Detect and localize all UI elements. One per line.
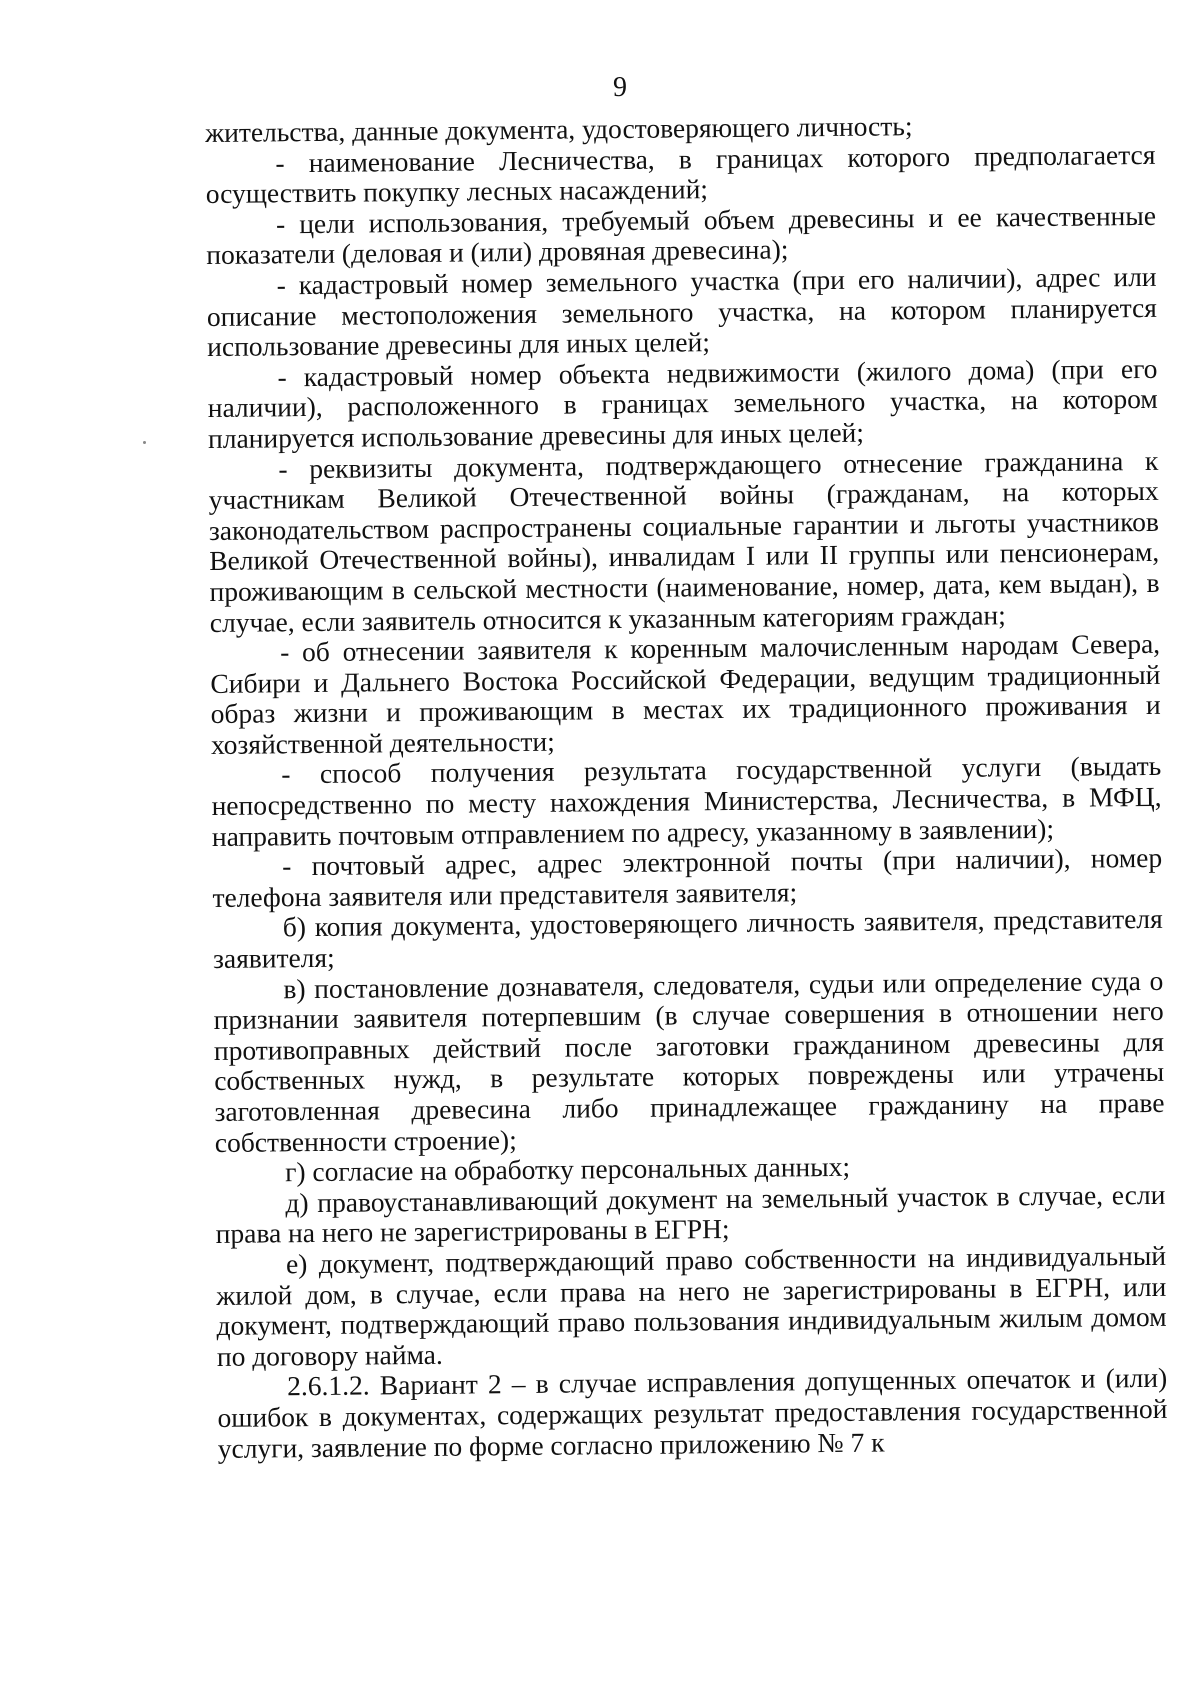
- paragraph-6: - реквизиты документа, подтверждающего отнесение гражданина к участникам Великой Отечественной войны (гражданам, на которых законодательством распространены социальные гарантии и льготы участников Великой Отечественной войны), инвалидам I или II группы или пенсионерам, проживающим в сельской местности (наименование, номер, дата, кем выдан), в случае, если заявитель относится к указанным категориям граждан;: [208, 444, 1160, 638]
- page-number: 9: [613, 72, 627, 103]
- paragraph-8: - способ получения результата государственной услуги (выдать непосредственно по месту нахождения Министерства, Лесничества, в МФЦ, направить почтовым отправлением по адресу, указанному в заявлении);: [211, 750, 1162, 852]
- paragraph-7: - об отнесении заявителя к коренным малочисленным народам Севера, Сибири и Дальнего Востока Российской Федерации, ведущим традиционный образ жизни и проживающим в местах их традиционного проживания и хозяйственной деятельности;: [210, 627, 1161, 760]
- document-body: [205, 109, 1168, 1464]
- paragraph-3: - цели использования, требуемый объем древесины и ее качественные показатели (деловая и (или) дровяная древесина);: [206, 199, 1157, 271]
- paragraph-1: жительства, данные документа, удостоверяющего личность;: [204, 110, 913, 148]
- paragraph-11: в) постановление дознавателя, следователя, судьи или определение суда о признании заявителя потерпевшим (в случае совершения в отношении него противоправных действий после заготовки гражданином древесины для собственных нужд, в результате которых повреждены или утрачены заготовленная древесина либо принадлежащее гражданину на праве собственности строение);: [213, 964, 1165, 1158]
- paragraph-5: - кадастровый номер объекта недвижимости (жилого дома) (при его наличии), расположенного в границах земельного участка, на котором планируется использование древесины для иных целей;: [207, 352, 1158, 454]
- paragraph-13: д) правоустанавливающий документ на земельный участок в случае, если права на него не зарегистрированы в ЕГРН;: [215, 1178, 1166, 1250]
- paragraph-15: 2.6.1.2. Вариант 2 – в случае исправления допущенных опечаток и (или) ошибок в документах, содержащих результат предоставления государственной услуги, заявление по форме согласно приложению № 7 к: [217, 1362, 1168, 1464]
- paragraph-10: б) копия документа, удостоверяющего личность заявителя, представителя заявителя;: [212, 903, 1163, 974]
- paragraph-9: - почтовый адрес, адрес электронной почты (при наличии), номер телефона заявителя или представителя заявителя;: [212, 842, 1163, 913]
- paragraph-4: - кадастровый номер земельного участка (при его наличии), адрес или описание местоположения земельного участка, на котором планируется использование древесины для иных целей;: [206, 260, 1158, 363]
- scan-artifact: [143, 441, 146, 444]
- paragraph-2: - наименование Лесничества, в границах которого предполагается осуществить покупку лесных насаждений;: [205, 138, 1156, 210]
- paragraph-14: е) документ, подтверждающий право собственности на индивидуальный жилой дом, в случае, если права на него не зарегистрированы в ЕГРН, или документ, подтверждающий право пользования индивидуальным жилым домом по договору найма.: [216, 1239, 1167, 1372]
- paragraph-12: г) согласие на обработку персональных данных;: [284, 1151, 851, 1188]
